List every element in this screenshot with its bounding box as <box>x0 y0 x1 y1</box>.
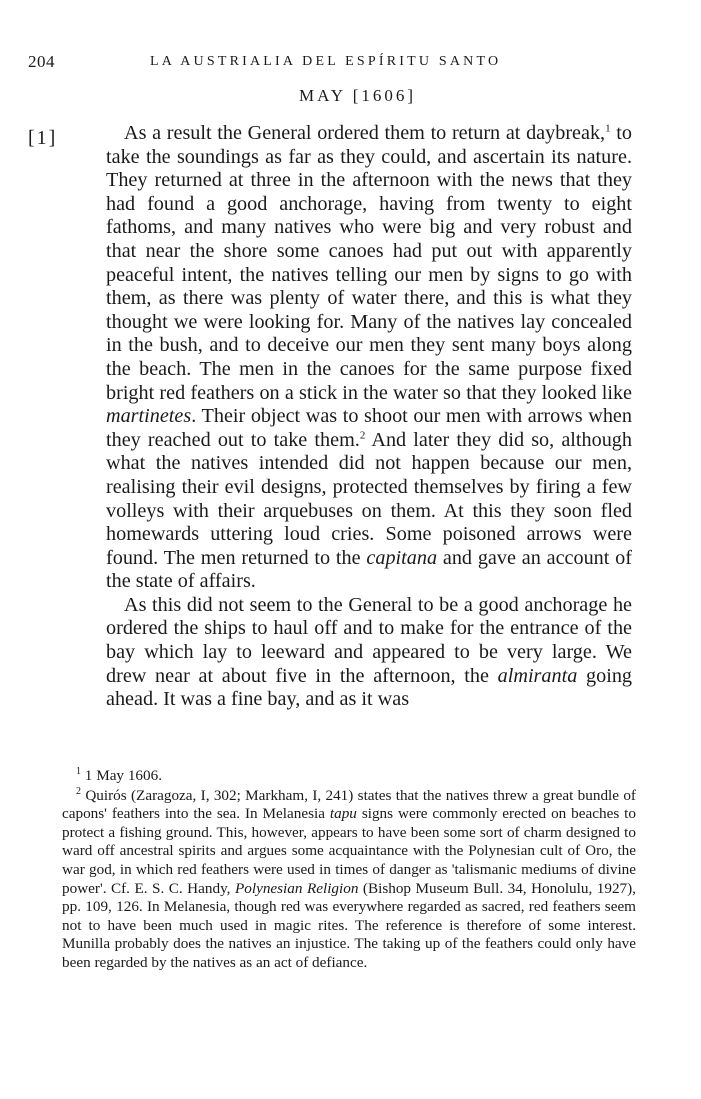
italic-title: Polynesian Religion <box>234 879 359 897</box>
footnote-ref-1: 1 <box>605 122 611 135</box>
footnote-number: 2 <box>76 785 81 797</box>
footnote-2 <box>62 787 636 973</box>
footnote-text: 1 May 1606. <box>81 767 162 784</box>
paragraph-1 <box>106 122 632 594</box>
italic-term: almiranta <box>497 664 578 687</box>
text-run: going ahead. It was a fine bay, and as it was <box>106 664 633 711</box>
italic-term: capitana <box>366 546 438 569</box>
paragraph-marker: [1] <box>28 127 58 149</box>
running-head: LA AUSTRIALIA DEL ESPÍRITU SANTO <box>150 54 502 69</box>
text-run: As a result the General ordered them to return at daybreak, <box>124 122 606 144</box>
text-run: . Their object was to shoot our men with arrows when they reached out to take them. <box>106 405 632 451</box>
page-number: 204 <box>28 52 55 71</box>
italic-term: tapu <box>329 805 357 823</box>
footnote-text: Quirós (Zaragoza, I, 302; Markham, I, 241) states that the natives threw a great bundle of capons' feathers into the sea. In Melanesia <box>62 786 636 823</box>
footnote-number: 1 <box>76 765 81 777</box>
date-heading: MAY [1606] <box>298 86 417 105</box>
text-run: to take the soundings as far as they could, and ascertain its nature. They returned at three in the afternoon with the news that they had found a good anchorage, having from twenty to eight fathoms, and many natives who were big and very robust and that near the shore some canoes had put out with apparently peaceful intent, the natives telling our men by signs to go with them, as there was plenty of water there, and this is what they thought we were looking for. Many of the natives lay concealed in the bush, and to deceive our men they sent many boys along the beach. The men in the canoes for the same purpose fixed bright red feathers on a stick in the water so that they looked like <box>106 122 632 404</box>
text-run: and gave an account of the state of affairs. <box>106 546 633 593</box>
footnote-1 <box>62 767 636 786</box>
footnote-ref-2: 2 <box>359 428 366 441</box>
main-text <box>106 122 632 712</box>
text-run: And later they did so, although what the natives intended did not happen because our men, realising their evil designs, protected themselves by firing a few volleys with their arquebuses on them. At this they soon fled homewards uttering loud cries. Some poisoned arrows were found. The men returned to the <box>106 428 632 569</box>
footnotes <box>62 767 636 973</box>
paragraph-2 <box>106 594 632 712</box>
text-run: As this did not seem to the General to be a good anchorage he ordered the ships to haul off and to make for the entrance of the bay which lay to leeward and appeared to be very large. We drew near at about five in the afternoon, the <box>106 593 632 687</box>
footnote-text: signs were commonly erected on beaches to protect a fishing ground. This, however, appears to have been some sort of charm designed to ward off ancestral spirits and argues some acquaintance with the Polynesian cult of Oro, the war god, in which red feathers were used in times of danger as 'talismanic mediums of divine power'. Cf. E. S. C. Handy, <box>62 805 636 897</box>
footnote-text: (Bishop Museum Bull. 34, Honolulu, 1927), pp. 109, 126. In Melanesia, though red was everywhere regarded as sacred, red feathers seem not to have been much used in magic rites. The reference is therefore of some interest. Munilla probably does the natives an injustice. The taking up of the feathers could only have been regarded by the natives as an act of defiance. <box>62 879 636 971</box>
italic-term: martinetes <box>106 405 192 428</box>
